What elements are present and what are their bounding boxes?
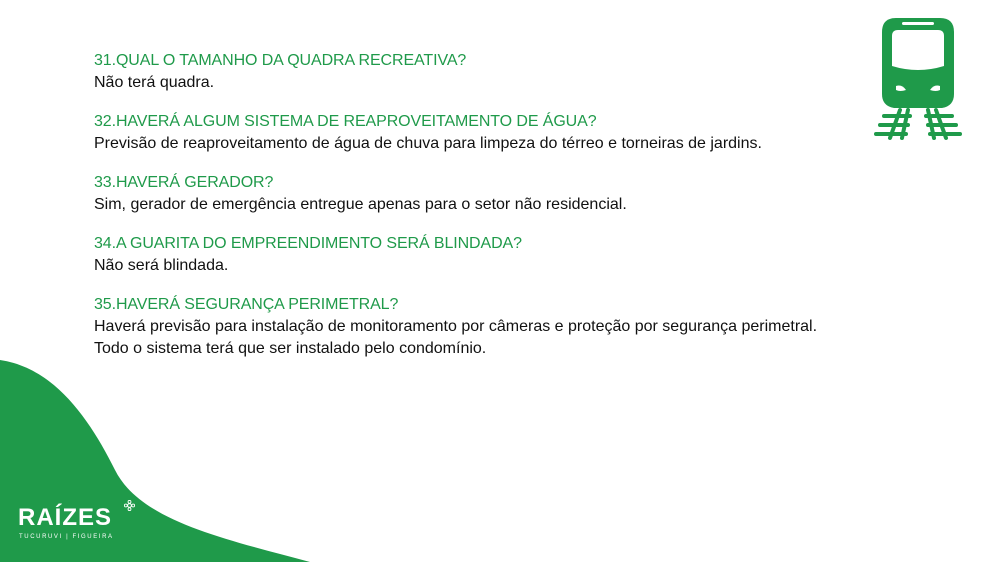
faq-item [94, 172, 854, 216]
faq-question: 35.HAVERÁ SEGURANÇA PERIMETRAL? [94, 296, 399, 313]
faq-question: 33.HAVERÁ GERADOR? [94, 174, 274, 191]
train-icon [866, 14, 970, 142]
flower-icon [124, 500, 135, 511]
faq-answer: Não será blindada. [94, 257, 229, 274]
faq-answer: Sim, gerador de emergência entregue apenas para o setor não residencial. [94, 196, 627, 213]
faq-item [94, 111, 854, 155]
faq-question: 31.QUAL O TAMANHO DA QUADRA RECREATIVA? [94, 52, 467, 69]
logo-subtitle: TUCURUVI | FIGUEIRA [19, 534, 114, 540]
faq-item [94, 50, 854, 94]
faq-question: 32.HAVERÁ ALGUM SISTEMA DE REAPROVEITAMENTO DE ÁGUA? [94, 113, 597, 130]
faq-list [94, 50, 854, 377]
faq-question: 34.A GUARITA DO EMPREENDIMENTO SERÁ BLINDADA? [94, 235, 522, 252]
logo-wordmark: RAÍZES [18, 504, 113, 531]
brand-logo [18, 504, 138, 548]
faq-item [94, 233, 854, 277]
faq-answer: Previsão de reaproveitamento de água de chuva para limpeza do térreo e torneiras de jardins. [94, 135, 762, 152]
faq-item [94, 294, 854, 360]
faq-answer: Haverá previsão para instalação de monitoramento por câmeras e proteção por segurança perimetral. Todo o sistema terá que ser instalado pelo condomínio. [94, 318, 818, 357]
faq-answer: Não terá quadra. [94, 74, 215, 91]
